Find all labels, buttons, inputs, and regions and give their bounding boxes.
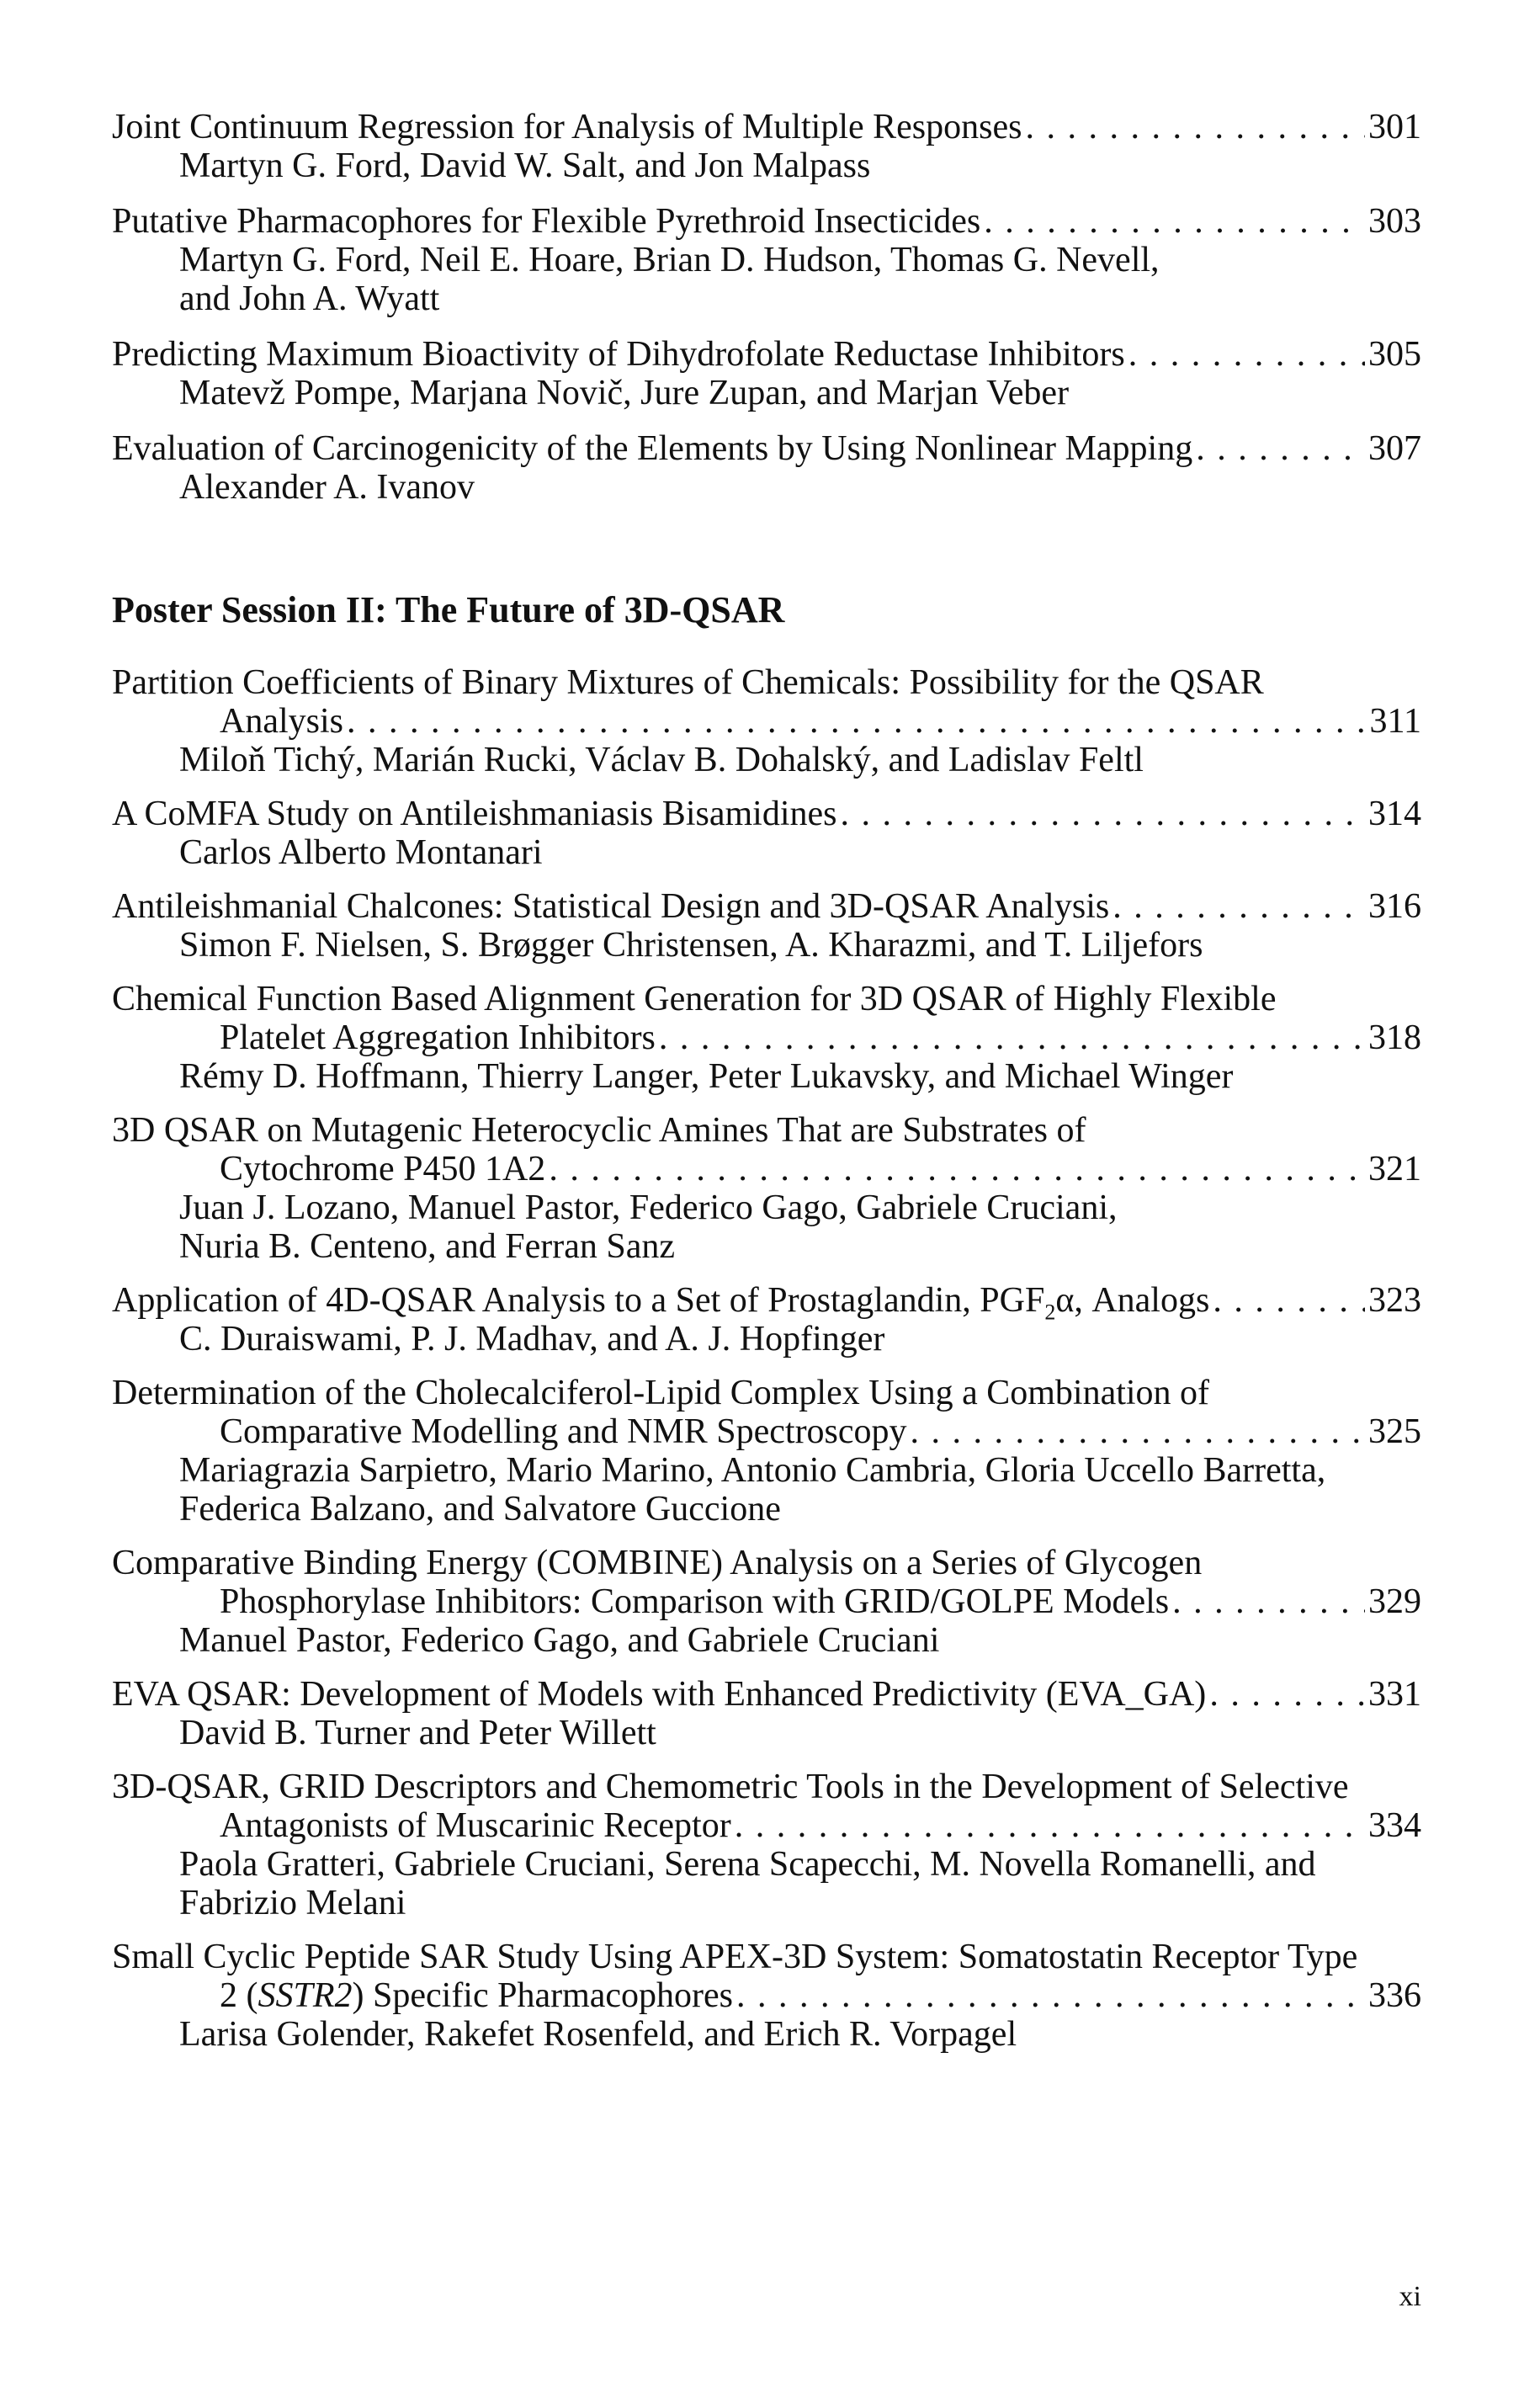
toc-entry bbox=[112, 663, 1421, 779]
dot-leader bbox=[1113, 887, 1365, 926]
page-number: 305 bbox=[1368, 335, 1421, 374]
toc-entry bbox=[112, 887, 1421, 965]
entry-title: Analysis bbox=[220, 702, 343, 741]
dot-leader bbox=[1196, 429, 1365, 468]
toc-entry bbox=[112, 335, 1421, 412]
dot-leader bbox=[984, 202, 1365, 241]
page-number: 301 bbox=[1368, 108, 1421, 146]
page-folio: xi bbox=[1399, 2281, 1421, 2312]
page-number: 325 bbox=[1368, 1412, 1421, 1451]
dot-leader bbox=[736, 1976, 1365, 2015]
page-number: 307 bbox=[1368, 429, 1421, 468]
entry-authors: Martyn G. Ford, Neil E. Hoare, Brian D. Hudson, Thomas G. Nevell, bbox=[179, 241, 1160, 279]
dot-leader bbox=[735, 1806, 1365, 1845]
entry-authors: Mariagrazia Sarpietro, Mario Marino, Antonio Cambria, Gloria Uccello Barretta, bbox=[179, 1451, 1326, 1490]
dot-leader bbox=[911, 1412, 1365, 1451]
section-heading: Poster Session II: The Future of 3D-QSAR bbox=[112, 589, 785, 630]
entry-authors: Federica Balzano, and Salvatore Guccione bbox=[179, 1490, 781, 1529]
entry-authors: Martyn G. Ford, David W. Salt, and Jon Malpass bbox=[179, 146, 871, 185]
page-number: 303 bbox=[1368, 202, 1421, 241]
toc-entry bbox=[112, 1544, 1421, 1660]
entry-title: Joint Continuum Regression for Analysis of Multiple Responses bbox=[112, 108, 1022, 146]
entry-title: Platelet Aggregation Inhibitors bbox=[220, 1018, 656, 1057]
entry-authors: David B. Turner and Peter Willett bbox=[179, 1714, 656, 1752]
page-number: 318 bbox=[1368, 1018, 1421, 1057]
entry-authors: Rémy D. Hoffmann, Thierry Langer, Peter Lukavsky, and Michael Winger bbox=[179, 1057, 1234, 1096]
entry-authors: and John A. Wyatt bbox=[179, 279, 440, 318]
entry-authors: C. Duraiswami, P. J. Madhav, and A. J. Hopfinger bbox=[179, 1320, 885, 1358]
entry-title: Evaluation of Carcinogenicity of the Elements by Using Nonlinear Mapping bbox=[112, 429, 1193, 468]
page-number: 314 bbox=[1368, 795, 1421, 833]
toc-entry bbox=[112, 1675, 1421, 1752]
toc-entry bbox=[112, 429, 1421, 507]
entry-title-line: Comparative Binding Energy (COMBINE) Analysis on a Series of Glycogen bbox=[112, 1544, 1203, 1582]
page-number: 321 bbox=[1368, 1150, 1421, 1188]
dot-leader bbox=[1172, 1582, 1365, 1621]
table-of-contents bbox=[112, 108, 1421, 2069]
dot-leader bbox=[549, 1150, 1365, 1188]
page-number: 329 bbox=[1368, 1582, 1421, 1621]
entry-title: EVA QSAR: Development of Models with Enhanced Predictivity (EVA_GA) bbox=[112, 1675, 1207, 1714]
dot-leader bbox=[1025, 108, 1365, 146]
toc-entry bbox=[112, 795, 1421, 872]
dot-leader bbox=[840, 795, 1365, 833]
entry-title: Phosphorylase Inhibitors: Comparison with GRID/GOLPE Models bbox=[220, 1582, 1170, 1621]
entry-title-line: 3D QSAR on Mutagenic Heterocyclic Amines That are Substrates of bbox=[112, 1111, 1086, 1150]
entry-authors: Alexander A. Ivanov bbox=[179, 468, 475, 507]
entry-authors: Fabrizio Melani bbox=[179, 1884, 406, 1922]
entry-title: Predicting Maximum Bioactivity of Dihydrofolate Reductase Inhibitors bbox=[112, 335, 1125, 374]
entry-title-line: Partition Coefficients of Binary Mixtures of Chemicals: Possibility for the QSAR bbox=[112, 663, 1264, 702]
entry-authors: Nuria B. Centeno, and Ferran Sanz bbox=[179, 1227, 676, 1266]
entry-title: Application of 4D-QSAR Analysis to a Set of Prostaglandin, $PGF_2\alpha$, Analogs bbox=[112, 1281, 1210, 1325]
entry-authors: Carlos Alberto Montanari bbox=[179, 833, 543, 872]
page-number: 334 bbox=[1368, 1806, 1421, 1845]
page-number: 316 bbox=[1368, 887, 1421, 926]
page-number: 336 bbox=[1368, 1976, 1421, 2015]
entry-title: Putative Pharmacophores for Flexible Pyrethroid Insecticides bbox=[112, 202, 981, 241]
entry-authors: Simon F. Nielsen, S. Brøgger Christensen, A. Kharazmi, and T. Liljefors bbox=[179, 926, 1203, 965]
entry-title: Antagonists of Muscarinic Receptor bbox=[220, 1806, 731, 1845]
page-number: 311 bbox=[1369, 702, 1421, 741]
dot-leader bbox=[659, 1018, 1365, 1057]
entry-title: Antileishmanial Chalcones: Statistical Design and 3D-QSAR Analysis bbox=[112, 887, 1110, 926]
entry-title: Comparative Modelling and NMR Spectroscopy bbox=[220, 1412, 907, 1451]
toc-entry bbox=[112, 1281, 1421, 1358]
entry-title: Cytochrome P450 1A2 bbox=[220, 1150, 546, 1188]
page-number: 331 bbox=[1368, 1675, 1421, 1714]
entry-authors: Manuel Pastor, Federico Gago, and Gabriele Cruciani bbox=[179, 1621, 940, 1660]
entry-authors: Matevž Pompe, Marjana Novič, Jure Zupan, and Marjan Veber bbox=[179, 374, 1070, 412]
toc-entry bbox=[112, 980, 1421, 1096]
entry-title-line: Small Cyclic Peptide SAR Study Using APEX-3D System: Somatostatin Receptor Type bbox=[112, 1938, 1358, 1976]
toc-entry bbox=[112, 202, 1421, 318]
dot-leader bbox=[1209, 1675, 1365, 1714]
page-number: 323 bbox=[1368, 1281, 1421, 1320]
entry-authors: Larisa Golender, Rakefet Rosenfeld, and Erich R. Vorpagel bbox=[179, 2015, 1017, 2054]
dot-leader bbox=[347, 702, 1367, 741]
entry-authors: Miloň Tichý, Marián Rucki, Václav B. Dohalský, and Ladislav Feltl bbox=[179, 741, 1144, 779]
toc-entry bbox=[112, 108, 1421, 185]
entry-authors: Juan J. Lozano, Manuel Pastor, Federico Gago, Gabriele Cruciani, bbox=[179, 1188, 1118, 1227]
entry-title-line: 3D-QSAR, GRID Descriptors and Chemometric Tools in the Development of Selective bbox=[112, 1768, 1349, 1806]
toc-entry bbox=[112, 1768, 1421, 1922]
entry-title-line: Determination of the Cholecalciferol-Lipid Complex Using a Combination of bbox=[112, 1374, 1210, 1412]
entry-title: A CoMFA Study on Antileishmaniasis Bisamidines bbox=[112, 795, 837, 833]
entry-title-line: Chemical Function Based Alignment Generation for 3D QSAR of Highly Flexible bbox=[112, 980, 1277, 1018]
entry-authors: Paola Gratteri, Gabriele Cruciani, Serena Scapecchi, M. Novella Romanelli, and bbox=[179, 1845, 1316, 1884]
toc-entry bbox=[112, 1111, 1421, 1266]
entry-title: 2 (SSTR2) Specific Pharmacophores bbox=[220, 1976, 734, 2015]
dot-leader bbox=[1128, 335, 1365, 374]
toc-entry bbox=[112, 1938, 1421, 2054]
toc-entry bbox=[112, 1374, 1421, 1529]
dot-leader bbox=[1213, 1281, 1365, 1320]
